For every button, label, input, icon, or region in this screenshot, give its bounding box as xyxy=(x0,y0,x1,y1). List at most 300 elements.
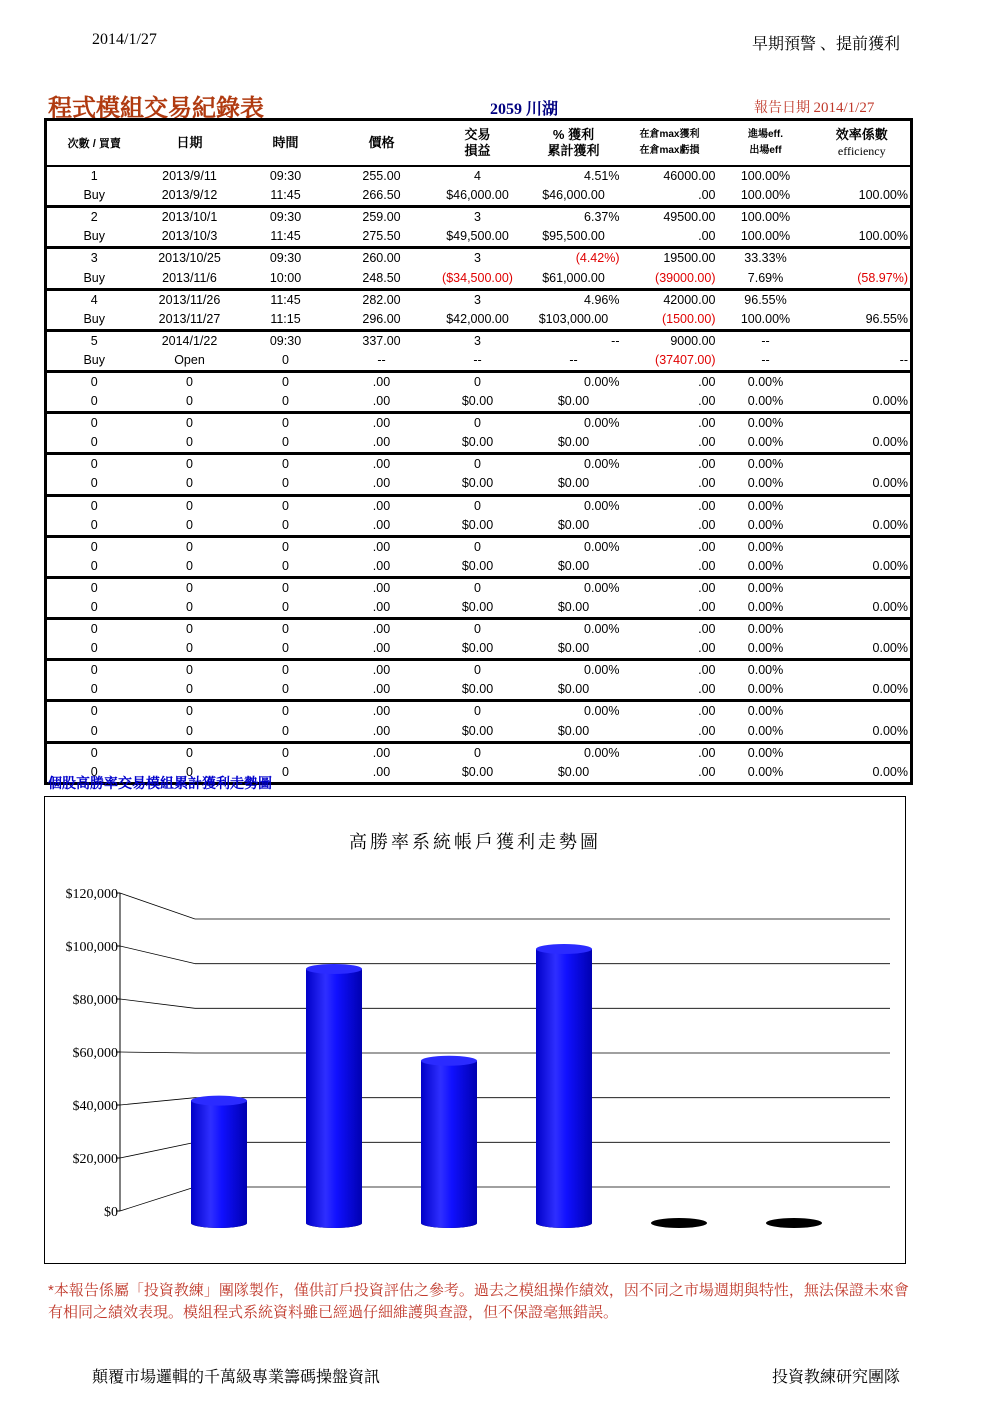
cell-efficiency: (58.97%) xyxy=(857,270,908,285)
cell-time: 0 xyxy=(238,413,334,434)
cell-pnl: 3 xyxy=(430,330,526,351)
cell-time: 0 xyxy=(282,764,289,779)
cell-price: .00 xyxy=(334,413,430,434)
cell-time: 0 xyxy=(282,723,289,738)
cell-price: .00 xyxy=(372,394,391,409)
disclaimer: *本報告係屬「投資教練」團隊製作，僅供訂戶投資評估之參考。過去之模組操作績效，因不同之市場週期與特性，無法保證未來會有相同之績效表現。模組程式系統資料雖已經過仔細維護與查證，但不保證毫無錯誤。 xyxy=(48,1282,909,1321)
cell-efficiency xyxy=(814,701,912,722)
footer-slogan: 顛覆市場邏輯的千萬級專業籌碼操盤資訊 xyxy=(92,1369,381,1386)
cell-eff: 100.00% xyxy=(740,188,791,203)
cell-price: 275.50 xyxy=(362,229,401,244)
cell-price: .00 xyxy=(334,577,430,598)
cell-count: 0 xyxy=(90,558,98,573)
cell-time: 11:45 xyxy=(270,188,301,203)
report-title: 程式模組交易紀錄表 xyxy=(48,96,264,122)
col-entry-exit-eff: 進場eff. 出場eff xyxy=(718,120,814,167)
bar-top xyxy=(421,1056,477,1066)
chart-caption: 個股高勝率交易模組累計獲利走勢圖 xyxy=(48,775,272,791)
cell-efficiency: 100.00% xyxy=(858,229,908,244)
cell-efficiency xyxy=(814,536,912,557)
cell-date: 0 xyxy=(142,701,238,722)
cell-date: 0 xyxy=(186,723,193,738)
bar-top xyxy=(536,944,592,954)
cell-time: 0 xyxy=(238,536,334,557)
table-body xyxy=(46,166,912,783)
col-time: 時間 xyxy=(238,120,334,167)
cell-date: 2013/11/26 xyxy=(142,289,238,310)
cell-date: 0 xyxy=(142,413,238,434)
cell-cum: 0.00% xyxy=(526,536,622,557)
cell-efficiency xyxy=(814,207,912,228)
cell-efficiency xyxy=(814,495,912,516)
bar-cylinder xyxy=(536,944,592,1228)
cell-pnl: $49,500.00 xyxy=(446,229,509,244)
cell-max: .00 xyxy=(698,188,716,203)
trade-record-table xyxy=(44,118,913,785)
cell-date: 0 xyxy=(142,495,238,516)
cell-efficiency: 100.00% xyxy=(858,188,908,203)
table-row-exit xyxy=(46,351,912,372)
cell-cum: $46,000.00 xyxy=(542,188,605,203)
cell-efficiency: 0.00% xyxy=(872,682,908,697)
cell-count: 0 xyxy=(46,701,142,722)
bar-body xyxy=(306,969,362,1228)
table-row-entry xyxy=(46,660,912,681)
table-row-entry xyxy=(46,166,912,186)
col-pnl: 交易 損益 xyxy=(430,120,526,167)
cell-count: 0 xyxy=(90,641,98,656)
cell-time: 0 xyxy=(282,394,289,409)
cell-time: 0 xyxy=(282,600,289,615)
cell-date: 2013/9/11 xyxy=(162,169,217,184)
cell-price: .00 xyxy=(372,600,391,615)
cell-pnl: 0 xyxy=(430,660,526,681)
cell-efficiency xyxy=(814,413,912,434)
cell-time: 09:30 xyxy=(238,207,334,228)
cell-eff: 100.00% xyxy=(718,207,814,228)
cell-max: .00 xyxy=(622,454,718,475)
cell-count: Buy xyxy=(83,270,106,285)
cell-price: .00 xyxy=(334,371,430,392)
cell-cum: $0.00 xyxy=(557,435,590,450)
cell-eff: 0.00% xyxy=(747,723,784,738)
cell-price: .00 xyxy=(334,454,430,475)
cell-max: .00 xyxy=(698,558,716,573)
table-row-entry xyxy=(46,289,912,310)
table-row-exit xyxy=(46,516,912,537)
cell-price: .00 xyxy=(334,742,430,763)
cell-eff: 96.55% xyxy=(718,289,814,310)
cell-date: 0 xyxy=(186,476,193,491)
cell-eff: 0.00% xyxy=(747,641,784,656)
bar-cylinder xyxy=(191,1096,247,1228)
cell-max: .00 xyxy=(698,476,716,491)
cell-pnl: 0 xyxy=(430,495,526,516)
bar-top xyxy=(191,1096,247,1106)
table-row-exit xyxy=(46,474,912,495)
cell-date: 0 xyxy=(142,371,238,392)
cell-max: (37407.00) xyxy=(655,352,716,367)
cell-count: 0 xyxy=(46,660,142,681)
cell-date: 2014/1/22 xyxy=(142,330,238,351)
gridline-slant xyxy=(120,1052,195,1053)
cell-time: 10:00 xyxy=(269,270,302,285)
gridline-slant xyxy=(120,1187,195,1211)
cell-eff: 0.00% xyxy=(747,394,784,409)
cell-price: 337.00 xyxy=(334,330,430,351)
cell-efficiency: 0.00% xyxy=(872,600,908,615)
cell-time: 09:30 xyxy=(269,169,302,184)
table-row-entry xyxy=(46,701,912,722)
cell-date: 0 xyxy=(186,682,193,697)
cell-max: .00 xyxy=(698,600,716,615)
cell-pnl: $0.00 xyxy=(461,476,494,491)
y-tick-label: $80,000 xyxy=(72,993,118,1008)
cell-date: 2013/11/6 xyxy=(162,270,217,285)
cell-count: 0 xyxy=(90,764,98,779)
table-header-row xyxy=(46,120,912,167)
cell-efficiency xyxy=(814,742,912,763)
cell-max: (39000.00) xyxy=(655,270,716,285)
cell-time: 11:45 xyxy=(238,289,334,310)
cell-date: 0 xyxy=(142,660,238,681)
cell-count: Buy xyxy=(83,352,106,367)
cell-count: 0 xyxy=(90,517,98,532)
bar-top xyxy=(306,964,362,974)
cell-cum: $0.00 xyxy=(557,476,590,491)
y-tick-label: $60,000 xyxy=(72,1046,118,1061)
cell-count: 3 xyxy=(46,248,142,269)
cell-cum: $0.00 xyxy=(557,517,590,532)
table-row-entry xyxy=(46,371,912,392)
cell-pnl: ($34,500.00) xyxy=(442,270,513,285)
table-row-exit xyxy=(46,680,912,701)
cell-price: 255.00 xyxy=(362,169,401,184)
col-max-profit-loss: 在倉max獲利 在倉max虧損 xyxy=(622,120,718,167)
cell-efficiency: 0.00% xyxy=(872,435,908,450)
cell-price: .00 xyxy=(334,660,430,681)
y-tick-label: $0 xyxy=(104,1205,118,1220)
cell-eff: 0.00% xyxy=(718,495,814,516)
cell-cum: 0.00% xyxy=(526,495,622,516)
cell-eff: 0.00% xyxy=(747,517,784,532)
cell-price: -- xyxy=(377,352,386,367)
table-row-entry xyxy=(46,207,912,228)
cell-price: .00 xyxy=(372,641,391,656)
cell-max: .00 xyxy=(698,682,716,697)
cell-pnl: 0 xyxy=(430,742,526,763)
cell-cum: (4.42%) xyxy=(526,248,622,269)
col-efficiency: 效率係數 efficiency xyxy=(814,120,912,167)
cell-efficiency xyxy=(814,660,912,681)
cell-date: 0 xyxy=(142,577,238,598)
cell-price: .00 xyxy=(334,495,430,516)
cell-efficiency: 0.00% xyxy=(872,476,908,491)
cell-max: .00 xyxy=(698,764,716,779)
cell-max: .00 xyxy=(622,495,718,516)
cell-cum: $0.00 xyxy=(557,558,590,573)
cell-count: 0 xyxy=(90,476,98,491)
cell-cum: -- xyxy=(526,330,622,351)
bar-cylinder xyxy=(651,1218,707,1228)
cell-date: 0 xyxy=(186,764,193,779)
cell-pnl: $46,000.00 xyxy=(446,188,509,203)
cell-eff: 0.00% xyxy=(747,476,784,491)
cell-eff: 0.00% xyxy=(747,682,784,697)
cell-eff: 0.00% xyxy=(718,701,814,722)
cell-cum: $0.00 xyxy=(557,641,590,656)
cell-time: 0 xyxy=(282,476,289,491)
bar-cylinder xyxy=(421,1056,477,1228)
cell-max: .00 xyxy=(622,577,718,598)
cell-max: .00 xyxy=(698,394,716,409)
cell-count: 0 xyxy=(90,723,98,738)
report-date-value: 2014/1/27 xyxy=(813,100,875,116)
chart-bars xyxy=(191,944,822,1228)
cell-date: Open xyxy=(174,352,205,367)
cell-efficiency: 96.55% xyxy=(865,311,908,326)
cell-efficiency: -- xyxy=(899,352,908,367)
cell-time: 09:30 xyxy=(238,248,334,269)
cell-max: (1500.00) xyxy=(661,311,716,326)
gridline-slant xyxy=(120,946,195,964)
cell-pnl: 0 xyxy=(430,454,526,475)
cell-max: .00 xyxy=(622,701,718,722)
cell-price: .00 xyxy=(372,764,391,779)
col-cumulative: % 獲利 累計獲利 xyxy=(526,120,622,167)
cell-cum: 0.00% xyxy=(526,619,622,640)
cell-time: 0 xyxy=(238,371,334,392)
cell-efficiency: 0.00% xyxy=(872,558,908,573)
cell-time: 0 xyxy=(282,517,289,532)
cell-pnl: $0.00 xyxy=(461,723,494,738)
cell-eff: 0.00% xyxy=(718,660,814,681)
cell-time: 0 xyxy=(282,682,289,697)
bar-body xyxy=(191,1101,247,1228)
chart-title: 高勝率系統帳戶獲利走勢圖 xyxy=(349,832,601,853)
cell-max: .00 xyxy=(622,536,718,557)
cell-time: 11:15 xyxy=(270,311,301,326)
y-tick-label: $20,000 xyxy=(72,1152,118,1167)
cell-efficiency xyxy=(814,166,912,186)
cell-cum: 0.00% xyxy=(526,371,622,392)
cell-efficiency xyxy=(814,371,912,392)
cell-pnl: 4 xyxy=(474,169,481,184)
cell-pnl: 0 xyxy=(430,577,526,598)
cell-price: 296.00 xyxy=(362,311,401,326)
chart-svg xyxy=(45,797,905,1263)
cell-count: 0 xyxy=(46,536,142,557)
cell-count: 0 xyxy=(90,600,98,615)
cell-price: .00 xyxy=(372,476,391,491)
y-tick-label: $100,000 xyxy=(65,940,118,955)
table-row-entry xyxy=(46,248,912,269)
cell-date: 0 xyxy=(186,558,193,573)
col-count-side: 次數 / 買賣 xyxy=(46,120,142,167)
cell-cum: 4.51% xyxy=(584,169,620,184)
cell-eff: 100.00% xyxy=(740,311,791,326)
cell-count: 0 xyxy=(46,577,142,598)
cell-count: 0 xyxy=(90,682,98,697)
cell-date: 0 xyxy=(142,742,238,763)
cell-time: 0 xyxy=(282,558,289,573)
cell-eff: 0.00% xyxy=(718,413,814,434)
bar-body xyxy=(421,1061,477,1228)
cell-max: .00 xyxy=(698,641,716,656)
cell-date: 0 xyxy=(142,454,238,475)
cell-pnl: 3 xyxy=(430,207,526,228)
cell-price: 260.00 xyxy=(334,248,430,269)
cell-pnl: -- xyxy=(473,352,482,367)
cell-cum: 0.00% xyxy=(526,742,622,763)
table-row-entry xyxy=(46,495,912,516)
cell-count: 2 xyxy=(46,207,142,228)
profit-trend-chart xyxy=(44,796,906,1264)
gridline-slant xyxy=(120,893,195,919)
cell-time: 0 xyxy=(282,352,289,367)
cell-date: 2013/10/25 xyxy=(142,248,238,269)
cell-eff: 0.00% xyxy=(747,764,784,779)
cell-efficiency: 0.00% xyxy=(872,764,908,779)
chart-y-ticks xyxy=(66,887,121,1220)
cell-count: Buy xyxy=(83,188,106,203)
cell-price: .00 xyxy=(334,536,430,557)
cell-date: 2013/9/12 xyxy=(161,188,218,203)
cell-efficiency xyxy=(814,289,912,310)
cell-time: 0 xyxy=(238,701,334,722)
cell-eff: 100.00% xyxy=(740,229,791,244)
cell-date: 0 xyxy=(186,435,193,450)
bar-base xyxy=(766,1218,822,1228)
cell-time: 09:30 xyxy=(238,330,334,351)
header-date: 2014/1/27 xyxy=(92,31,157,48)
cell-cum: 6.37% xyxy=(526,207,622,228)
cell-date: 0 xyxy=(186,517,193,532)
table-row-entry xyxy=(46,577,912,598)
cell-efficiency xyxy=(814,330,912,351)
gridline-slant xyxy=(120,1098,195,1105)
table-row-entry xyxy=(46,413,912,434)
cell-pnl: $0.00 xyxy=(461,641,494,656)
cell-max: .00 xyxy=(622,660,718,681)
cell-count: 0 xyxy=(46,619,142,640)
cell-pnl: 0 xyxy=(430,701,526,722)
cell-pnl: 0 xyxy=(430,536,526,557)
cell-eff: 33.33% xyxy=(718,248,814,269)
table-row-exit xyxy=(46,598,912,619)
table-row-exit xyxy=(46,722,912,743)
cell-count: 0 xyxy=(46,371,142,392)
cell-eff: 0.00% xyxy=(718,619,814,640)
cell-date: 0 xyxy=(186,641,193,656)
cell-price: .00 xyxy=(372,558,391,573)
cell-max: 46000.00 xyxy=(663,169,716,184)
cell-date: 2013/10/1 xyxy=(142,207,238,228)
cell-count: 0 xyxy=(90,435,98,450)
cell-cum: 4.96% xyxy=(526,289,622,310)
cell-pnl: 0 xyxy=(430,619,526,640)
cell-count: Buy xyxy=(83,311,106,326)
cell-cum: 0.00% xyxy=(526,577,622,598)
bar-cylinder xyxy=(306,964,362,1228)
cell-date: 2013/11/27 xyxy=(158,311,221,326)
cell-pnl: $0.00 xyxy=(461,600,494,615)
cell-count: 0 xyxy=(46,742,142,763)
cell-max: .00 xyxy=(622,413,718,434)
cell-price: .00 xyxy=(334,619,430,640)
cell-efficiency xyxy=(814,454,912,475)
cell-time: 0 xyxy=(282,641,289,656)
cell-efficiency: 0.00% xyxy=(872,641,908,656)
cell-price: .00 xyxy=(372,723,391,738)
cell-efficiency xyxy=(814,248,912,269)
table-row-exit xyxy=(46,186,912,207)
cell-cum: $0.00 xyxy=(557,723,590,738)
gridline-slant xyxy=(120,1142,195,1158)
cell-time: 0 xyxy=(238,742,334,763)
cell-efficiency: 0.00% xyxy=(872,394,908,409)
cell-pnl: $0.00 xyxy=(461,764,494,779)
cell-time: 11:45 xyxy=(270,229,301,244)
cell-eff: 0.00% xyxy=(718,454,814,475)
cell-cum: $0.00 xyxy=(557,600,590,615)
cell-max: 49500.00 xyxy=(622,207,718,228)
cell-max: 42000.00 xyxy=(622,289,718,310)
cell-time: 0 xyxy=(238,495,334,516)
cell-count: Buy xyxy=(83,229,106,244)
col-date: 日期 xyxy=(142,120,238,167)
stock-name: 2059 川湖 xyxy=(490,101,559,118)
cell-pnl: $0.00 xyxy=(461,517,494,532)
table-row-exit xyxy=(46,639,912,660)
cell-eff: 0.00% xyxy=(718,742,814,763)
cell-max: .00 xyxy=(622,742,718,763)
cell-eff: 0.00% xyxy=(718,577,814,598)
report-date-label: 報告日期 xyxy=(754,101,810,116)
cell-date: 0 xyxy=(142,619,238,640)
cell-max: 9000.00 xyxy=(622,330,718,351)
report-date xyxy=(754,97,874,117)
cell-max: 19500.00 xyxy=(622,248,718,269)
table-row-exit xyxy=(46,392,912,413)
table-row-exit xyxy=(46,268,912,289)
cell-cum: $0.00 xyxy=(557,682,590,697)
cell-price: 248.50 xyxy=(362,270,401,285)
cell-cum: 0.00% xyxy=(526,413,622,434)
table-row-entry xyxy=(46,536,912,557)
y-tick-label: $120,000 xyxy=(65,887,118,902)
table-row-exit xyxy=(46,227,912,248)
cell-eff: 0.00% xyxy=(747,600,784,615)
cell-pnl: 0 xyxy=(430,371,526,392)
cell-count: 5 xyxy=(46,330,142,351)
cell-efficiency xyxy=(814,577,912,598)
cell-cum: 0.00% xyxy=(526,454,622,475)
cell-pnl: $0.00 xyxy=(461,558,494,573)
cell-price: .00 xyxy=(372,682,391,697)
bar-body xyxy=(536,949,592,1228)
cell-time: 0 xyxy=(238,660,334,681)
cell-price: 259.00 xyxy=(334,207,430,228)
table-row-entry xyxy=(46,330,912,351)
cell-eff: 100.00% xyxy=(740,169,791,184)
cell-cum: $95,500.00 xyxy=(542,229,605,244)
cell-cum: 0.00% xyxy=(526,701,622,722)
cell-pnl: $0.00 xyxy=(461,394,494,409)
cell-eff: -- xyxy=(718,330,814,351)
cell-cum: 0.00% xyxy=(526,660,622,681)
cell-pnl: 0 xyxy=(430,413,526,434)
